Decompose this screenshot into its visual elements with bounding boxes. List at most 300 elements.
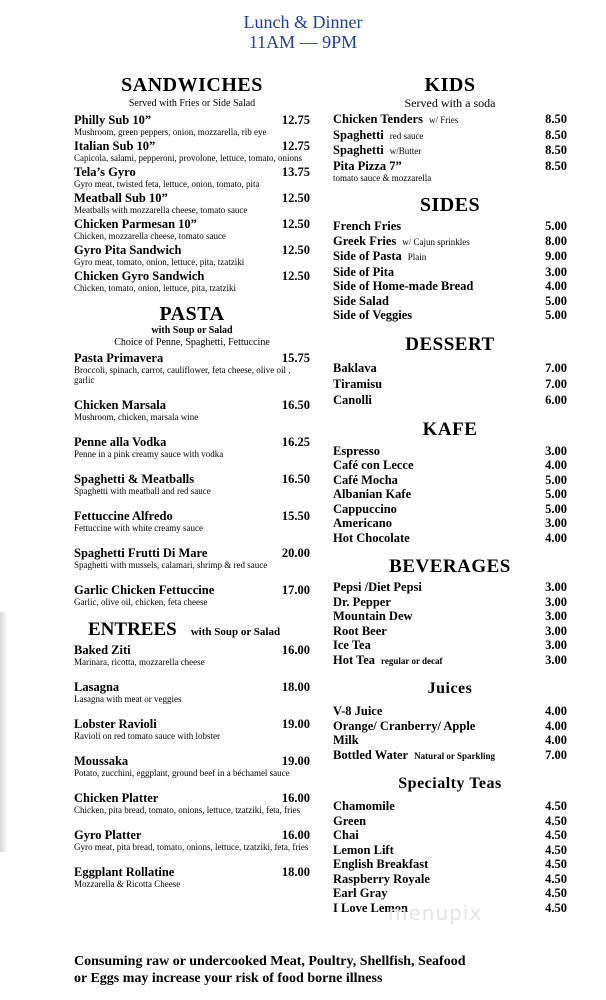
menu-item-name xyxy=(333,799,507,814)
menu-item-price: 16.25 xyxy=(281,435,310,449)
dessert-item xyxy=(333,392,567,408)
sandwiches-item xyxy=(74,269,310,293)
juices-list xyxy=(333,704,567,763)
menu-item-name: Fettuccine Alfredo xyxy=(74,509,173,523)
menu-item-description: Capicola, salami, pepperoni, provolone, lettuce, tomato, onions xyxy=(74,153,302,163)
juices-item xyxy=(333,748,567,764)
sides-list xyxy=(333,219,567,323)
menu-item-name-text: Tiramisu xyxy=(333,376,383,391)
menu-item-price: 4.50 xyxy=(545,828,567,842)
menu-item-name-text: Orange/ Cranberry/ Apple xyxy=(333,718,476,733)
entrees-heading xyxy=(74,619,310,643)
menu-item-name: Moussaka xyxy=(74,754,129,768)
dessert-list xyxy=(333,360,567,408)
menu-item-row xyxy=(74,351,310,365)
menu-item-name: Baked Ziti xyxy=(74,643,131,657)
kids-title: KIDS xyxy=(424,74,476,96)
pasta-item xyxy=(74,509,310,533)
menu-item-name xyxy=(333,143,517,159)
menu-item-price: 4.00 xyxy=(545,458,567,472)
menu-item-price: 3.00 xyxy=(545,623,567,638)
menu-item-name xyxy=(333,733,515,748)
sandwiches-list xyxy=(74,113,310,293)
menu-item-description: Spaghetti with mussels, calamari, shrimp & red sauce xyxy=(74,560,268,570)
menu-item-name-text: Albanian Kafe xyxy=(333,487,412,501)
menu-item-name xyxy=(333,719,515,734)
menu-item-name-text: Side of Pita xyxy=(333,264,395,279)
menu-item-name-text: Baklava xyxy=(333,360,377,375)
menu-item-name xyxy=(333,653,515,669)
menu-item-row xyxy=(74,113,310,127)
menu-item-name xyxy=(333,473,515,488)
beverages-item xyxy=(333,653,567,669)
menu-item-name-text: Spaghetti xyxy=(333,127,384,142)
menu-item-price: 8.50 xyxy=(545,127,567,142)
menu-item-name xyxy=(333,516,515,531)
menu-item-price: 4.50 xyxy=(545,842,567,857)
menu-item-name: Lobster Ravioli xyxy=(74,717,157,731)
menu-item-price: 18.00 xyxy=(281,680,310,694)
menu-item-name-text: Milk xyxy=(333,733,359,747)
menu-item-price: 9.00 xyxy=(545,249,567,263)
menu-item-name-text: Green xyxy=(333,813,367,828)
left-column xyxy=(74,74,310,889)
menu-item-price: 4.00 xyxy=(545,704,567,718)
menu-item-name-text: Side Salad xyxy=(333,293,389,308)
menu-item-price: 3.00 xyxy=(545,580,567,594)
menu-item-price: 4.00 xyxy=(545,733,567,747)
menu-item-name: Pasta Primavera xyxy=(74,351,164,365)
menu-item-price: 4.50 xyxy=(545,813,567,828)
menu-item-name xyxy=(333,872,507,887)
menu-item-name-text: Raspberry Royale xyxy=(333,871,430,886)
menu-item-name-text: Café Mocha xyxy=(333,472,398,487)
menu-item-name xyxy=(333,502,515,517)
kids-item xyxy=(333,159,567,174)
menu-item-name-text: I Love Lemon xyxy=(333,900,408,915)
menu-item-price: 13.75 xyxy=(281,165,310,179)
entrees-item xyxy=(74,754,310,778)
menu-item-name-text: Spaghetti xyxy=(333,143,384,157)
menu-item-name: Chicken Parmesan 10” xyxy=(74,217,197,231)
menu-item-price: 16.00 xyxy=(281,643,310,657)
pasta-item xyxy=(74,351,310,385)
sandwiches-item xyxy=(74,243,310,267)
menu-item-name xyxy=(333,458,515,473)
menu-item-description: Lasagna with meat or veggies xyxy=(74,694,182,704)
teas-item xyxy=(333,886,567,901)
menu-item-name-text: Lemon Lift xyxy=(333,842,394,857)
menu-item-price: 16.00 xyxy=(281,791,310,805)
menu-item-name: Chicken Platter xyxy=(74,791,159,805)
menu-item-row xyxy=(74,828,310,842)
menu-item-note: red sauce xyxy=(389,130,424,141)
menu-item-description: Meatballs with mozzarella cheese, tomato sauce xyxy=(74,205,248,215)
menu-item-row xyxy=(74,754,310,768)
menu-item-description: Chicken, pita bread, tomato, onions, lettuce, tzatziki, feta, fries xyxy=(74,805,301,815)
teas-title: Specialty Teas xyxy=(398,775,502,792)
menu-item-name-text: Pepsi /Diet Pepsi xyxy=(333,580,422,594)
menu-item-price: 12.75 xyxy=(281,113,310,127)
dessert-item xyxy=(333,360,567,376)
menu-item-name-text: Mountain Dew xyxy=(333,609,413,623)
menu-item-price: 5.00 xyxy=(545,219,567,233)
menu-item-price: 4.00 xyxy=(545,718,567,733)
menu-item-name xyxy=(333,704,515,719)
menu-item-description: Mushroom, chicken, marsala wine xyxy=(74,412,199,422)
menu-item-name: Garlic Chicken Fettuccine xyxy=(74,583,215,597)
menu-item-price: 5.00 xyxy=(545,487,567,501)
kafe-item xyxy=(333,473,567,488)
menu-item-price: 3.00 xyxy=(545,638,567,652)
menu-item-description: Potato, zucchini, eggplant, ground beef in a béchamel sauce xyxy=(74,768,290,778)
menu-item-row xyxy=(74,680,310,694)
entrees-item xyxy=(74,680,310,704)
menu-item-description: Garlic, olive oil, chicken, feta cheese xyxy=(74,597,208,607)
teas-item xyxy=(333,872,567,887)
menu-item-price: 5.00 xyxy=(545,293,567,308)
menu-item-price: 3.00 xyxy=(545,652,567,667)
menu-item-price: 4.50 xyxy=(545,799,567,813)
menu-item-name xyxy=(333,444,515,459)
menu-item-name: Gyro Platter xyxy=(74,828,142,842)
menu-item-note: w/ Fries xyxy=(428,115,459,125)
menu-item-name xyxy=(333,580,515,595)
pasta-item xyxy=(74,472,310,496)
menu-item-price: 8.00 xyxy=(545,233,567,248)
sides-item xyxy=(333,234,567,250)
menu-item-description: Fettuccine with white creamy sauce xyxy=(74,523,203,533)
menu-item-description: Penne in a pink creamy sauce with vodka xyxy=(74,449,224,459)
menu-item-name: Penne alla Vodka xyxy=(74,435,167,449)
pasta-item xyxy=(74,398,310,422)
menu-item-price: 12.50 xyxy=(281,243,310,257)
pasta-item xyxy=(74,546,310,570)
entrees-list xyxy=(74,643,310,889)
menu-item-description: Broccoli, spinach, carrot, cauliflower, feta cheese, olive oil , garlic xyxy=(74,365,291,385)
menu-item-price: 16.50 xyxy=(281,398,310,412)
kafe-list xyxy=(333,444,567,546)
juices-item xyxy=(333,719,567,734)
kafe-item xyxy=(333,444,567,459)
entrees-item xyxy=(74,717,310,741)
sides-item xyxy=(333,279,567,294)
pasta-choice: Choice of Penne, Spaghetti, Fettuccine xyxy=(114,337,270,348)
menu-item-name xyxy=(333,487,515,502)
kids-item xyxy=(333,128,567,144)
menu-item-name-text: Side of Pasta xyxy=(333,249,402,263)
menu-item-price: 5.00 xyxy=(545,501,567,516)
menu-item-name-text: Bottled Water xyxy=(333,747,409,762)
menu-item-name: Gyro Pita Sandwich xyxy=(74,243,182,257)
notice-line-2: or Eggs may increase your risk of food borne illness xyxy=(74,971,383,986)
sandwiches-title: SANDWICHES xyxy=(121,74,263,96)
kids-item xyxy=(333,143,567,159)
menu-item-name xyxy=(333,279,515,294)
menu-item-name xyxy=(333,159,517,174)
right-column xyxy=(333,74,567,915)
kafe-item xyxy=(333,516,567,531)
menu-item-name-text: Café con Lecce xyxy=(333,458,414,472)
menu-item-price: 3.00 xyxy=(545,443,567,458)
menu-item-row xyxy=(74,791,310,805)
menu-item-row xyxy=(74,643,310,657)
menu-item-name xyxy=(333,294,515,309)
menu-item-name-text: Espresso xyxy=(333,443,381,458)
juices-item xyxy=(333,704,567,719)
beverages-title: BEVERAGES xyxy=(389,556,511,577)
sides-item xyxy=(333,265,567,280)
beverages-item xyxy=(333,595,567,610)
menu-item-name xyxy=(333,376,515,392)
menu-item-price: 16.50 xyxy=(281,472,310,486)
entrees-item xyxy=(74,643,310,667)
beverages-item xyxy=(333,638,567,653)
kafe-item xyxy=(333,531,567,546)
menu-item-name xyxy=(333,128,517,144)
menu-item-note: w/Butter xyxy=(389,146,422,156)
menu-item-price: 5.00 xyxy=(545,472,567,487)
sides-item xyxy=(333,308,567,323)
menu-item-price: 18.00 xyxy=(281,865,310,879)
menu-item-description: Ravioli on red tomato sauce with lobster xyxy=(74,731,220,741)
menu-item-name-text: Americano xyxy=(333,516,393,530)
kafe-item xyxy=(333,487,567,502)
menu-item-name-text: Ice Tea xyxy=(333,638,371,652)
pasta-list xyxy=(74,351,310,607)
menu-item-price: 19.00 xyxy=(281,754,310,768)
notice-line-1: Consuming raw or undercooked Meat, Poultry, Shellfish, Seafood xyxy=(74,954,466,969)
teas-list xyxy=(333,799,567,915)
sandwiches-item xyxy=(74,113,310,137)
menu-item-price: 3.00 xyxy=(545,516,567,530)
menu-item-name-text: French Fries xyxy=(333,219,402,233)
menu-item-price: 8.50 xyxy=(545,112,567,126)
entrees-item xyxy=(74,791,310,815)
menu-item-price: 8.50 xyxy=(545,143,567,157)
kids-item xyxy=(333,112,567,128)
sandwiches-item xyxy=(74,217,310,241)
menu-item-name: Chicken Marsala xyxy=(74,398,167,412)
menu-item-name-text: Canolli xyxy=(333,392,372,407)
dessert-item xyxy=(333,376,567,392)
menu-item-name xyxy=(333,219,515,234)
menu-item-description: Mozzarella & Ricotta Cheese xyxy=(74,879,181,889)
menu-item-name xyxy=(333,308,515,323)
menu-item-row xyxy=(74,546,310,560)
sides-title: SIDES xyxy=(419,194,481,216)
juices-title: Juices xyxy=(427,680,473,697)
menu-item-note: Natural or Sparkling xyxy=(414,750,495,761)
sandwiches-item xyxy=(74,165,310,189)
menu-item-row xyxy=(74,717,310,731)
menu-item-name-text: Cappuccino xyxy=(333,501,397,516)
menu-item-description: Chicken, tomato, onion, lettuce, pita, tzatziki xyxy=(74,283,236,293)
menu-item-name-text: V-8 Juice xyxy=(333,704,383,718)
menu-item-price: 12.50 xyxy=(281,217,310,231)
menu-item-description: Spaghetti with meatball and red sauce xyxy=(74,486,211,496)
kids-subtitle: Served with a soda xyxy=(404,96,496,110)
menu-item-price: 15.75 xyxy=(281,351,310,365)
menupix-watermark: menupix xyxy=(388,901,483,925)
menu-item-description: Marinara, ricotta, mozzarella cheese xyxy=(74,657,205,667)
menu-item-row xyxy=(74,165,310,179)
menu-item-name: Spaghetti Frutti Di Mare xyxy=(74,546,208,560)
kafe-title: KAFE xyxy=(422,418,478,440)
beverages-item xyxy=(333,624,567,639)
menu-item-price: 3.00 xyxy=(545,609,567,623)
menu-item-price: 8.50 xyxy=(545,158,567,173)
menu-item-row xyxy=(74,217,310,231)
menu-item-price: 4.00 xyxy=(545,279,567,293)
menu-item-name: Meatball Sub 10” xyxy=(74,191,168,205)
menu-item-price: 6.00 xyxy=(545,392,567,407)
menu-item-description: Gyro meat, pita bread, tomato, onions, lettuce, tzatziki, feta, fries xyxy=(74,842,309,852)
menu-item-price: 7.00 xyxy=(545,376,567,391)
menu-item-row xyxy=(74,243,310,257)
menu-item-name-text: English Breakfast xyxy=(333,857,429,871)
menu-item-name xyxy=(333,265,515,280)
menu-item-row xyxy=(74,191,310,205)
menu-item-name xyxy=(333,112,517,128)
entrees-title: ENTREES xyxy=(88,619,177,640)
menu-item-price: 5.00 xyxy=(545,308,567,322)
menu-item-name-text: Dr. Pepper xyxy=(333,594,391,609)
menu-item-name-text: Side of Home-made Bread xyxy=(333,279,474,293)
menu-item-name xyxy=(333,609,515,624)
menu-item-row xyxy=(74,509,310,523)
menu-item-name-text: Pita Pizza 7” xyxy=(333,158,402,173)
teas-item xyxy=(333,814,567,829)
entrees-item xyxy=(74,865,310,889)
menu-item-price: 7.00 xyxy=(545,747,567,762)
menu-item-name: Spaghetti & Meatballs xyxy=(74,472,195,486)
menu-item-name: Chicken Gyro Sandwich xyxy=(74,269,205,283)
juices-item xyxy=(333,733,567,748)
menu-item-price: 20.00 xyxy=(281,546,310,560)
dessert-title: DESSERT xyxy=(405,333,495,355)
sides-item xyxy=(333,249,567,265)
pasta-subtitle: with Soup or Salad xyxy=(151,325,233,336)
menu-item-row xyxy=(74,398,310,412)
page-edge-shadow xyxy=(0,612,8,852)
menu-item-price: 4.50 xyxy=(545,857,567,871)
menu-item-name-text: Root Beer xyxy=(333,623,387,638)
menu-item-price: 4.50 xyxy=(545,886,567,900)
sandwiches-item xyxy=(74,139,310,163)
menu-item-description: Chicken, mozzarella cheese, tomato sauce xyxy=(74,231,226,241)
menu-item-note: regular or decaf xyxy=(381,655,443,666)
menu-item-price: 12.75 xyxy=(281,139,310,153)
menu-item-name xyxy=(333,360,515,376)
teas-item xyxy=(333,843,567,858)
menu-item-name-text: Side of Veggies xyxy=(333,308,413,322)
entrees-item xyxy=(74,828,310,852)
sandwiches-item xyxy=(74,191,310,215)
menu-item-price: 17.00 xyxy=(281,583,310,597)
menu-item-name xyxy=(333,814,507,829)
kids-list xyxy=(333,112,567,173)
menu-item-row xyxy=(74,865,310,879)
menu-item-row xyxy=(74,472,310,486)
menu-item-name: Eggplant Rollatine xyxy=(74,865,175,879)
menu-item-name xyxy=(333,234,515,250)
menu-item-name-text: Chicken Tenders xyxy=(333,112,423,126)
menu-item-name: Italian Sub 10” xyxy=(74,139,156,153)
menu-item-description: Mushroom, green peppers, onion, mozzarella, rib eye xyxy=(74,127,267,137)
menu-item-name xyxy=(333,638,515,653)
menu-item-row xyxy=(74,139,310,153)
menu-item-row xyxy=(74,435,310,449)
menu-item-name xyxy=(333,857,507,872)
menu-item-price: 16.00 xyxy=(281,828,310,842)
menu-item-name: Tela’s Gyro xyxy=(74,165,136,179)
menu-item-description: Gyro meat, tomato, onion, lettuce, pita, tzatziki xyxy=(74,257,245,267)
menu-item-name xyxy=(333,624,515,639)
entrees-subtitle: with Soup or Salad xyxy=(190,626,281,638)
menu-item-name-text: Hot Tea xyxy=(333,652,376,667)
kafe-item xyxy=(333,502,567,517)
menu-item-name xyxy=(333,748,515,764)
menu-item-price: 12.50 xyxy=(281,191,310,205)
menu-item-price: 4.00 xyxy=(545,530,567,545)
teas-item xyxy=(333,828,567,843)
menu-item-name-text: Earl Gray xyxy=(333,886,388,900)
menu-item-name xyxy=(333,531,515,546)
menu-item-price: 3.00 xyxy=(545,594,567,609)
menu-item-note: w/ Cajun sprinkles xyxy=(402,236,470,247)
menu-item-price: 3.00 xyxy=(545,264,567,279)
menu-item-name xyxy=(333,392,515,408)
menu-item-name-text: Chai xyxy=(333,828,359,842)
menu-item-name xyxy=(333,843,507,858)
menu-item-name xyxy=(333,249,515,265)
hours-heading xyxy=(0,12,606,52)
menu-item-name xyxy=(333,595,515,610)
beverages-item xyxy=(333,580,567,595)
sides-item xyxy=(333,294,567,309)
food-safety-notice xyxy=(74,953,574,987)
menu-item-price: 12.50 xyxy=(281,269,310,283)
menu-item-row xyxy=(74,269,310,283)
menu-item-name-text: Hot Chocolate xyxy=(333,530,410,545)
menu-item-description: Gyro meat, twisted feta, lettuce, onion, tomato, pita xyxy=(74,179,260,189)
hours-line-1: Lunch & Dinner xyxy=(243,12,363,32)
menu-item-price: 4.50 xyxy=(545,900,567,915)
menu-item-price: 4.50 xyxy=(545,871,567,886)
menu-item-price: 15.50 xyxy=(281,509,310,523)
pasta-item xyxy=(74,583,310,607)
menu-item-name xyxy=(333,828,507,843)
menu-item-name: Philly Sub 10” xyxy=(74,113,152,127)
menu-item-price: 7.00 xyxy=(545,360,567,375)
menu-item-name xyxy=(333,886,507,901)
beverages-list xyxy=(333,580,567,668)
teas-item xyxy=(333,857,567,872)
menu-item-name-text: Chamomile xyxy=(333,799,395,813)
teas-item xyxy=(333,799,567,814)
sandwiches-subtitle: Served with Fries or Side Salad xyxy=(128,98,256,109)
kafe-item xyxy=(333,458,567,473)
sides-item xyxy=(333,219,567,234)
menu-item-row xyxy=(74,583,310,597)
kids-footnote: tomato sauce & mozzarella xyxy=(333,173,432,183)
pasta-title: PASTA xyxy=(159,303,225,325)
hours-line-2: 11AM — 9PM xyxy=(248,32,358,52)
pasta-item xyxy=(74,435,310,459)
menu-item-note: Plain xyxy=(407,252,427,262)
menu-item-price: 19.00 xyxy=(281,717,310,731)
